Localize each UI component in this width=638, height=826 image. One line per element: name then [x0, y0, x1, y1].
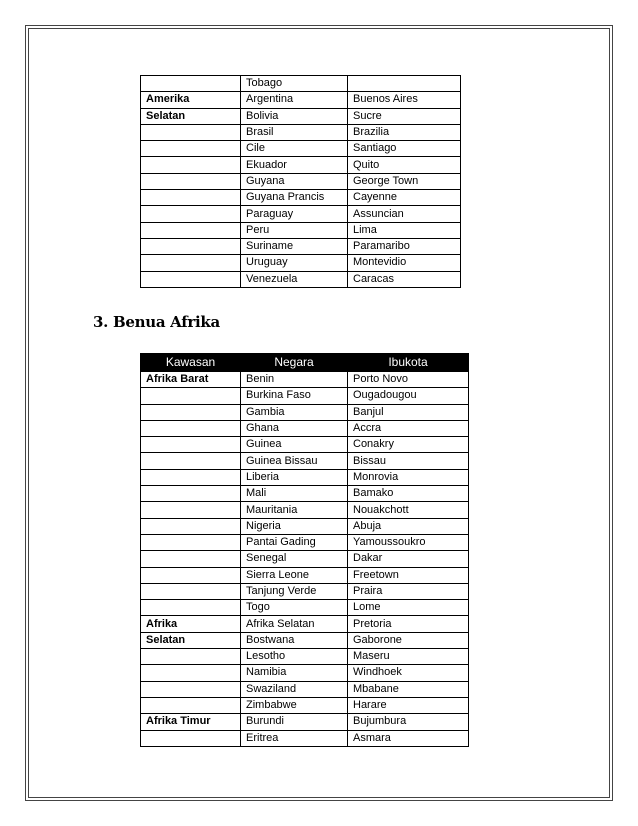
region-cell: [141, 238, 241, 254]
region-cell: [141, 404, 241, 420]
capital-cell: Lima: [348, 222, 461, 238]
country-cell: Bostwana: [241, 632, 348, 648]
region-cell: [141, 157, 241, 173]
region-cell: [141, 124, 241, 140]
country-cell: Namibia: [241, 665, 348, 681]
table-row: [141, 76, 461, 92]
table-row: [141, 92, 461, 108]
capital-cell: Ougadougou: [348, 388, 469, 404]
table-row: [141, 681, 469, 697]
table-row: [141, 469, 469, 485]
region-cell: [141, 76, 241, 92]
table-row: [141, 141, 461, 157]
capital-cell: Buenos Aires: [348, 92, 461, 108]
country-cell: Cile: [241, 141, 348, 157]
capital-cell: George Town: [348, 173, 461, 189]
table-row: [141, 616, 469, 632]
region-cell: [141, 388, 241, 404]
table-row: [141, 190, 461, 206]
table-row: [141, 206, 461, 222]
region-cell: [141, 534, 241, 550]
table-row: [141, 567, 469, 583]
south-america-table: [140, 75, 461, 288]
table-row: [141, 420, 469, 436]
capital-cell: Caracas: [348, 271, 461, 287]
country-cell: Mauritania: [241, 502, 348, 518]
table-row: [141, 632, 469, 648]
country-cell: Lesotho: [241, 649, 348, 665]
country-cell: Mali: [241, 486, 348, 502]
region-cell: [141, 453, 241, 469]
table-row: [141, 583, 469, 599]
region-cell: [141, 600, 241, 616]
country-cell: Bolivia: [241, 108, 348, 124]
capital-cell: Cayenne: [348, 190, 461, 206]
table-row: [141, 173, 461, 189]
section-heading: 3. Benua Afrika: [93, 313, 220, 331]
capital-cell: Paramaribo: [348, 238, 461, 254]
table-row: [141, 551, 469, 567]
region-cell: [141, 141, 241, 157]
capital-cell: Windhoek: [348, 665, 469, 681]
country-cell: Guinea Bissau: [241, 453, 348, 469]
region-cell: [141, 222, 241, 238]
capital-cell: Abuja: [348, 518, 469, 534]
region-cell: Amerika: [141, 92, 241, 108]
region-cell: [141, 567, 241, 583]
table-row: [141, 697, 469, 713]
country-cell: Togo: [241, 600, 348, 616]
region-cell: [141, 518, 241, 534]
capital-cell: Banjul: [348, 404, 469, 420]
capital-cell: Assuncian: [348, 206, 461, 222]
country-cell: Burundi: [241, 714, 348, 730]
country-cell: Zimbabwe: [241, 697, 348, 713]
table-row: [141, 518, 469, 534]
table-row: [141, 108, 461, 124]
country-cell: Sierra Leone: [241, 567, 348, 583]
region-cell: Afrika Timur: [141, 714, 241, 730]
country-cell: Guinea: [241, 437, 348, 453]
country-cell: Guyana Prancis: [241, 190, 348, 206]
region-cell: [141, 551, 241, 567]
capital-cell: Dakar: [348, 551, 469, 567]
table-row: [141, 534, 469, 550]
capital-cell: Monrovia: [348, 469, 469, 485]
country-cell: Brasil: [241, 124, 348, 140]
region-cell: [141, 681, 241, 697]
country-cell: Liberia: [241, 469, 348, 485]
capital-cell: Gaborone: [348, 632, 469, 648]
country-cell: Uruguay: [241, 255, 348, 271]
table-header-row: [141, 354, 469, 372]
africa-table: [140, 353, 469, 747]
table-row: [141, 600, 469, 616]
region-cell: [141, 437, 241, 453]
country-cell: Venezuela: [241, 271, 348, 287]
capital-cell: [348, 76, 461, 92]
table-row: [141, 649, 469, 665]
country-cell: Ekuador: [241, 157, 348, 173]
capital-cell: Accra: [348, 420, 469, 436]
capital-cell: Yamoussoukro: [348, 534, 469, 550]
region-cell: [141, 486, 241, 502]
africa-table-body: [141, 372, 469, 747]
capital-cell: Maseru: [348, 649, 469, 665]
country-cell: Suriname: [241, 238, 348, 254]
region-cell: [141, 697, 241, 713]
country-cell: Swaziland: [241, 681, 348, 697]
country-cell: Paraguay: [241, 206, 348, 222]
capital-cell: Bujumbura: [348, 714, 469, 730]
country-cell: Tanjung Verde: [241, 583, 348, 599]
region-cell: Afrika: [141, 616, 241, 632]
capital-cell: Brazilia: [348, 124, 461, 140]
capital-cell: Bissau: [348, 453, 469, 469]
country-cell: Eritrea: [241, 730, 348, 746]
region-cell: [141, 420, 241, 436]
country-cell: Nigeria: [241, 518, 348, 534]
country-cell: Guyana: [241, 173, 348, 189]
region-cell: [141, 730, 241, 746]
region-cell: [141, 502, 241, 518]
country-cell: Tobago: [241, 76, 348, 92]
region-cell: [141, 469, 241, 485]
region-cell: [141, 649, 241, 665]
table-row: [141, 271, 461, 287]
capital-cell: Montevidio: [348, 255, 461, 271]
capital-cell: Mbabane: [348, 681, 469, 697]
table-row: [141, 157, 461, 173]
table-row: [141, 238, 461, 254]
table-row: [141, 730, 469, 746]
region-cell: [141, 271, 241, 287]
country-cell: Pantai Gading: [241, 534, 348, 550]
region-cell: [141, 173, 241, 189]
table-row: [141, 665, 469, 681]
table-row: [141, 255, 461, 271]
capital-cell: Sucre: [348, 108, 461, 124]
country-cell: Argentina: [241, 92, 348, 108]
region-cell: [141, 583, 241, 599]
country-cell: Gambia: [241, 404, 348, 420]
region-cell: [141, 190, 241, 206]
table-row: [141, 714, 469, 730]
capital-cell: Porto Novo: [348, 372, 469, 388]
capital-cell: Lome: [348, 600, 469, 616]
country-cell: Burkina Faso: [241, 388, 348, 404]
table-row: [141, 124, 461, 140]
region-cell: Afrika Barat: [141, 372, 241, 388]
region-cell: [141, 206, 241, 222]
capital-cell: Quito: [348, 157, 461, 173]
table-row: [141, 222, 461, 238]
capital-cell: Harare: [348, 697, 469, 713]
header-ibukota: Ibukota: [348, 354, 469, 372]
capital-cell: Pretoria: [348, 616, 469, 632]
capital-cell: Freetown: [348, 567, 469, 583]
country-cell: Peru: [241, 222, 348, 238]
table-row: [141, 502, 469, 518]
header-negara: Negara: [241, 354, 348, 372]
region-cell: Selatan: [141, 108, 241, 124]
header-kawasan: Kawasan: [141, 354, 241, 372]
table-row: [141, 437, 469, 453]
region-cell: [141, 665, 241, 681]
region-cell: Selatan: [141, 632, 241, 648]
country-cell: Benin: [241, 372, 348, 388]
capital-cell: Asmara: [348, 730, 469, 746]
table-row: [141, 372, 469, 388]
table-row: [141, 453, 469, 469]
capital-cell: Conakry: [348, 437, 469, 453]
capital-cell: Bamako: [348, 486, 469, 502]
region-cell: [141, 255, 241, 271]
country-cell: Afrika Selatan: [241, 616, 348, 632]
capital-cell: Santiago: [348, 141, 461, 157]
table-row: [141, 388, 469, 404]
south-america-table-body: [141, 76, 461, 288]
capital-cell: Nouakchott: [348, 502, 469, 518]
capital-cell: Praira: [348, 583, 469, 599]
table-row: [141, 404, 469, 420]
table-row: [141, 486, 469, 502]
country-cell: Ghana: [241, 420, 348, 436]
country-cell: Senegal: [241, 551, 348, 567]
